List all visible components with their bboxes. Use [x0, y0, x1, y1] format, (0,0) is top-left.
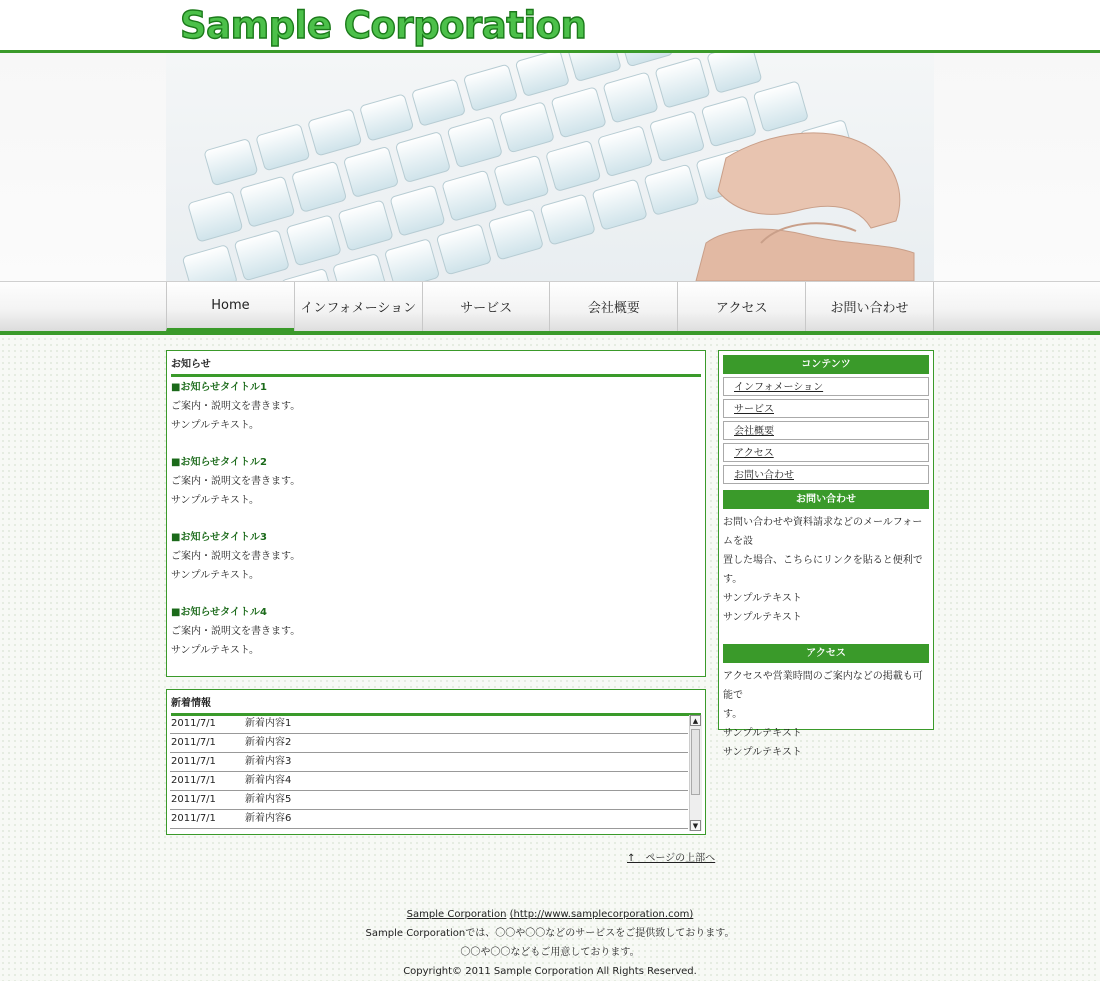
global-nav-bar: [0, 281, 1100, 335]
nav-company[interactable]: 会社概要: [549, 282, 677, 331]
latest-list[interactable]: [170, 715, 701, 831]
footer-text: Sample Corporationでは、〇〇や〇〇などのサービスをご提供致しております。: [365, 928, 735, 939]
row-date: 2011/7/1: [171, 737, 216, 748]
latest-news-panel: [166, 689, 706, 835]
row-text: 新着内容4: [245, 775, 292, 786]
row-date: 2011/7/1: [171, 775, 216, 786]
site-header: [0, 0, 1100, 53]
text-line: す。: [723, 709, 743, 720]
news-text: ご案内・説明文を書きます。: [171, 401, 301, 412]
text-line: サンプルテキスト: [723, 612, 802, 623]
nav-home[interactable]: Home: [166, 282, 294, 331]
news-text: サンプルテキスト。: [171, 570, 259, 581]
sidebar: [718, 350, 934, 758]
news-title: ■お知らせタイトル1: [171, 382, 267, 393]
text-line: お問い合わせや資料請求などのメールフォームを設: [723, 517, 923, 547]
news-text: ご案内・説明文を書きます。: [171, 551, 301, 562]
sidebar-access-text: [723, 667, 929, 762]
news-title: ■お知らせタイトル2: [171, 457, 267, 468]
row-text: 新着内容1: [245, 718, 292, 729]
sidebar-item-contact[interactable]: [723, 465, 929, 484]
row-date: 2011/7/1: [171, 794, 216, 805]
row-text: 新着内容2: [245, 737, 292, 748]
news-item: [171, 379, 701, 452]
row-text: 新着内容6: [245, 813, 292, 824]
row-text: 新着内容3: [245, 756, 292, 767]
sidebar-item-service[interactable]: [723, 399, 929, 418]
footer-links: [0, 905, 1100, 924]
scroll-thumb[interactable]: [691, 729, 700, 795]
sidebar-item-company[interactable]: [723, 421, 929, 440]
news-title: ■お知らせタイトル3: [171, 532, 267, 543]
text-line: サンプルテキスト: [723, 593, 802, 604]
table-row: [170, 772, 688, 791]
sidebar-link[interactable]: 会社概要: [734, 426, 774, 437]
text-line: サンプルテキスト: [723, 728, 802, 739]
table-row: [170, 734, 688, 753]
nav-access[interactable]: アクセス: [677, 282, 805, 331]
site-footer: [0, 905, 1100, 981]
news-panel: [166, 350, 706, 677]
news-text: サンプルテキスト。: [171, 420, 259, 431]
sidebar-item-access[interactable]: [723, 443, 929, 462]
news-text: ご案内・説明文を書きます。: [171, 476, 301, 487]
table-row: [170, 791, 688, 810]
row-date: 2011/7/1: [171, 813, 216, 824]
sidebar-link[interactable]: アクセス: [734, 448, 774, 459]
nav-contact[interactable]: お問い合わせ: [805, 282, 934, 331]
scroll-up-icon[interactable]: ▲: [690, 715, 701, 726]
row-date: 2011/7/1: [171, 756, 216, 767]
news-heading: お知らせ: [171, 355, 701, 377]
news-item: [171, 604, 701, 660]
news-text: ご案内・説明文を書きます。: [171, 626, 301, 637]
footer-company-link[interactable]: Sample Corporation: [406, 909, 507, 920]
text-line: サンプルテキスト: [723, 747, 802, 758]
site-logo[interactable]: Sample Corporation: [180, 4, 587, 47]
row-date: 2011/7/1: [171, 718, 216, 729]
nav-information[interactable]: インフォメーション: [294, 282, 422, 331]
news-item: [171, 454, 701, 527]
sidebar-contact-text: [723, 513, 929, 627]
text-line: アクセスや営業時間のご案内などの掲載も可能で: [723, 671, 923, 701]
table-row: [170, 810, 688, 829]
sidebar-contact-heading: お問い合わせ: [723, 490, 929, 509]
news-text: サンプルテキスト。: [171, 495, 259, 506]
footer-url-link[interactable]: (http://www.samplecorporation.com): [509, 909, 694, 920]
table-row: [170, 753, 688, 772]
text-line: 置した場合、こちらにリンクを貼ると便利です。: [723, 555, 923, 585]
news-text: サンプルテキスト。: [171, 645, 259, 656]
page-top-link[interactable]: ↑ ページの上部へ: [627, 853, 716, 864]
table-row: [170, 715, 688, 734]
sidebar-contents-heading: コンテンツ: [723, 355, 929, 374]
sidebar-item-information[interactable]: [723, 377, 929, 396]
nav-service[interactable]: サービス: [422, 282, 550, 331]
latest-heading: 新着情報: [171, 694, 701, 716]
row-text: 新着内容5: [245, 794, 292, 805]
sidebar-link[interactable]: お問い合わせ: [734, 470, 794, 481]
global-nav: [166, 282, 934, 331]
news-title: ■お知らせタイトル4: [171, 607, 267, 618]
sidebar-link[interactable]: インフォメーション: [734, 382, 824, 393]
sidebar-link[interactable]: サービス: [734, 404, 774, 415]
scroll-down-icon[interactable]: ▼: [690, 820, 701, 831]
footer-copyright: Copyright© 2011 Sample Corporation All Rights Reserved.: [403, 966, 697, 977]
hero-banner: [0, 53, 1100, 281]
sidebar-access-heading: アクセス: [723, 644, 929, 663]
keyboard-hero-image: [166, 53, 934, 281]
latest-scrollbar[interactable]: [689, 715, 702, 831]
footer-text: 〇〇や〇〇などもご用意しております。: [460, 947, 640, 958]
news-item: [171, 529, 701, 602]
